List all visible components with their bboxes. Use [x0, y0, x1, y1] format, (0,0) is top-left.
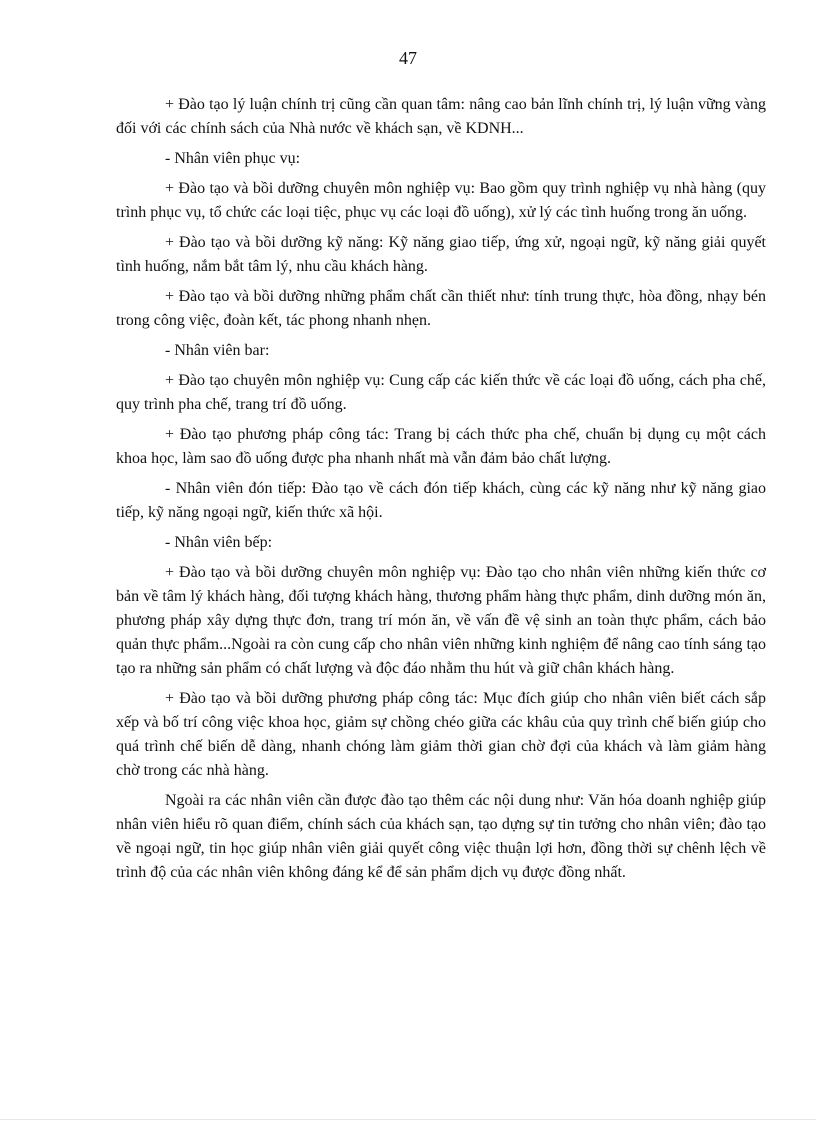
paragraph-service-skills-training: + Đào tạo và bồi dưỡng kỹ năng: Kỹ năng giao tiếp, ứng xử, ngoại ngữ, kỹ năng giải quyết tình huống, nắm bắt tâm lý, nhu cầu khách hàng.	[116, 234, 766, 275]
paragraph-service-professional-training: + Đào tạo và bồi dưỡng chuyên môn nghiệp vụ: Bao gồm quy trình nghiệp vụ nhà hàng (quy trình phục vụ, tổ chức các loại tiệc, phục vụ các loại đồ uống), xử lý các tình huống trong ăn uống.	[116, 180, 766, 221]
paragraph-kitchen-professional-training: + Đào tạo và bồi dưỡng chuyên môn nghiệp vụ: Đào tạo cho nhân viên những kiến thức cơ bản về tâm lý khách hàng, đối tượng khách hàng, thương phẩm hàng thực phẩm, dinh dưỡng món ăn, phương pháp xây dựng thực đơn, trang trí món ăn, về vấn đề vệ sinh an toàn thực phẩm, cách bảo quản thực phẩm...Ngoài ra còn cung cấp cho nhân viên những kinh nghiệm để nâng cao tính sáng tạo tạo ra những sản phẩm có chất lượng và độc đáo nhằm thu hút và giữ chân khách hàng.	[116, 564, 766, 677]
heading-kitchen-staff: - Nhân viên bếp:	[165, 534, 273, 551]
heading-service-staff: - Nhân viên phục vụ:	[165, 150, 301, 167]
paragraph-bar-method-training: + Đào tạo phương pháp công tác: Trang bị cách thức pha chế, chuẩn bị dụng cụ một cách khoa học, làm sao đồ uống được pha nhanh nhất mà vẫn đảm bảo chất lượng.	[116, 426, 766, 467]
page-body	[116, 93, 766, 891]
paragraph-service-qualities-training: + Đào tạo và bồi dưỡng những phẩm chất cần thiết như: tính trung thực, hòa đồng, nhạy bén trong công việc, đoàn kết, tác phong nhanh nhẹn.	[116, 288, 766, 329]
paragraph-political-training: + Đào tạo lý luận chính trị cũng cần quan tâm: nâng cao bản lĩnh chính trị, lý luận vững vàng đối với các chính sách của Nhà nước về khách sạn, về KDNH...	[116, 96, 766, 137]
paragraph-additional-training: Ngoài ra các nhân viên cần được đào tạo thêm các nội dung như: Văn hóa doanh nghiệp giúp nhân viên hiểu rõ quan điểm, chính sách của khách sạn, tạo dựng sự tin tưởng cho nhân viên; đào tạo về ngoại ngữ, tin học giúp nhân viên giải quyết công việc thuận lợi hơn, đồng thời sự chênh lệch về trình độ của các nhân viên không đáng kể để sản phẩm dịch vụ được đồng nhất.	[116, 792, 766, 881]
heading-bar-staff: - Nhân viên bar:	[165, 342, 270, 359]
page-bottom-divider	[0, 1119, 816, 1120]
paragraph-reception-staff: - Nhân viên đón tiếp: Đào tạo về cách đón tiếp khách, cùng các kỹ năng như kỹ năng giao tiếp, kỹ năng ngoại ngữ, kiến thức xã hội.	[116, 480, 766, 521]
paragraph-bar-professional-training: + Đào tạo chuyên môn nghiệp vụ: Cung cấp các kiến thức về các loại đồ uống, cách pha chế, quy trình pha chế, trang trí đồ uống.	[116, 372, 766, 413]
page-number: 47	[399, 48, 417, 68]
paragraph-kitchen-method-training: + Đào tạo và bồi dưỡng phương pháp công tác: Mục đích giúp cho nhân viên biết cách sắp xếp và bố trí công việc khoa học, giảm sự chồng chéo giữa các khâu của quy trình chế biến giúp cho quá trình chế biến dễ dàng, nhanh chóng làm giảm thời gian chờ đợi của khách và làm giảm hàng chờ trong các nhà hàng.	[116, 690, 766, 779]
